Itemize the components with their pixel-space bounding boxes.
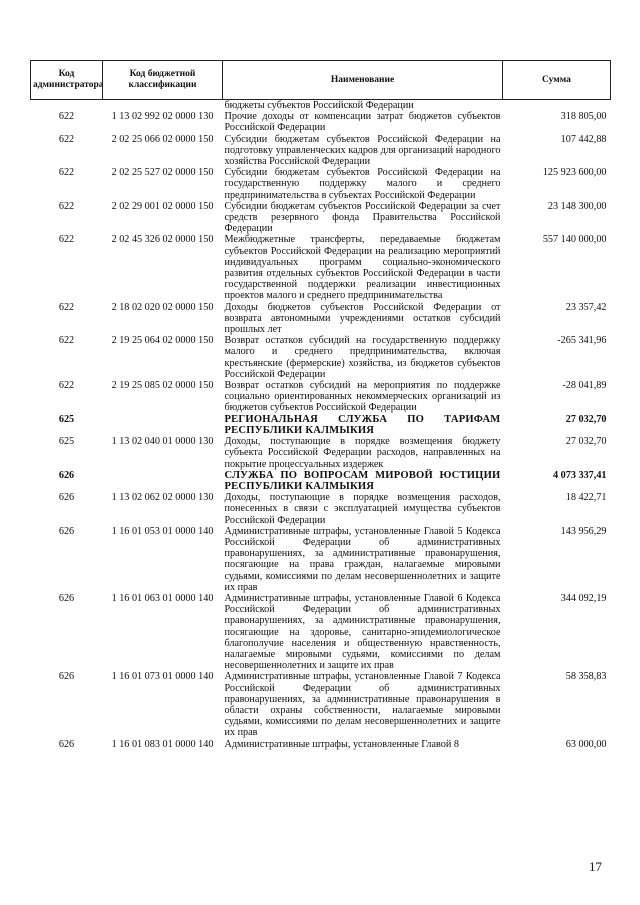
cell-code: 1 16 01 073 01 0000 140	[111, 671, 214, 683]
cell-code: 2 02 25 527 02 0000 150	[111, 167, 214, 179]
table-row	[31, 526, 611, 593]
cell-admin: 625	[58, 413, 75, 425]
cell-sum: -265 341,96	[557, 335, 607, 347]
cell-sum: 318 805,00	[560, 111, 607, 123]
cell-admin: 626	[58, 492, 75, 504]
cell-admin: 622	[58, 380, 75, 392]
table-row	[31, 593, 611, 671]
cell-name: Прочие доходы от компенсации затрат бюджетов субъектов Российской Федерации	[224, 111, 501, 134]
cell-name: Субсидии бюджетам субъектов Российской Федерации за счет средств резервного фонда Правительства Российской Федерации	[224, 200, 501, 235]
cell-admin: 622	[58, 111, 75, 123]
column-header-name: Наименование	[223, 61, 503, 100]
cell-sum: 344 092,19	[560, 592, 607, 604]
table-row	[31, 335, 611, 380]
cell-code: 1 13 02 992 02 0000 130	[111, 111, 214, 123]
cell-code: 1 16 01 063 01 0000 140	[111, 592, 214, 604]
table-row	[31, 234, 611, 301]
cell-sum	[503, 100, 611, 112]
cell-sum: 63 000,00	[565, 738, 607, 750]
column-header-sum: Сумма	[503, 61, 611, 100]
table-header-row	[31, 61, 611, 100]
cell-sum: 23 357,42	[565, 301, 607, 313]
cell-code	[103, 414, 223, 436]
table-row	[31, 302, 611, 336]
table-row	[31, 167, 611, 201]
table-row	[31, 201, 611, 235]
cell-sum: 107 442,88	[560, 133, 607, 145]
cell-sum: 4 073 337,41	[553, 469, 607, 481]
cell-name: Субсидии бюджетам субъектов Российской Федерации на подготовку управленческих кадров для организаций народного хозяйства Российской Федерации	[224, 133, 501, 168]
cell-sum: 27 032,70	[565, 436, 607, 448]
column-header-admin: Код администратора	[31, 61, 103, 100]
cell-sum: 58 358,83	[565, 671, 607, 683]
cell-name: Административные штрафы, установленные Главой 7 Кодекса Российской Федерации об административных правонарушениях, за административные правонарушения в области охраны собственности, налагаемые мировыми судьями, комиссиями по делам несовершеннолетних и защите их прав	[224, 671, 501, 739]
cell-name: СЛУЖБА ПО ВОПРОСАМ МИРОВОЙ ЮСТИЦИИ РЕСПУБЛИКИ КАЛМЫКИЯ	[224, 469, 501, 492]
budget-table-page	[30, 60, 610, 750]
cell-admin: 626	[58, 671, 75, 683]
column-header-code: Код бюджетной классификации	[103, 61, 223, 100]
table-section-row	[31, 470, 611, 492]
cell-sum: -28 041,89	[562, 380, 607, 392]
table-row	[31, 380, 611, 414]
table-row	[31, 134, 611, 168]
cell-sum: 27 032,70	[565, 413, 607, 425]
cell-code	[103, 100, 223, 112]
cell-name: Доходы, поступающие в порядке возмещения бюджету субъекта Российской Федерации расходов, направленных на покрытие процессуальных издержек	[224, 436, 501, 470]
cell-name: бюджеты субъектов Российской Федерации	[224, 100, 414, 111]
cell-name: Возврат остатков субсидий на государственную поддержку малого и среднего предпринимательства, включая крестьянские (фермерские) хозяйства, из бюджетов субъектов Российской Федерации	[224, 335, 501, 380]
cell-code: 1 13 02 062 02 0000 130	[111, 492, 214, 504]
cell-name: Административные штрафы, установленные Главой 5 Кодекса Российской Федерации об административных правонарушениях, за административные правонарушения, посягающие на права граждан, налагаемые мировыми судьями, комиссиями по делам несовершеннолетних и защите их прав	[224, 525, 501, 593]
cell-code: 2 02 29 001 02 0000 150	[111, 200, 214, 212]
table-row	[31, 100, 611, 112]
cell-admin: 622	[58, 200, 75, 212]
cell-code: 2 02 45 326 02 0000 150	[111, 234, 214, 246]
cell-admin: 626	[58, 469, 75, 481]
cell-name: Возврат остатков субсидий на мероприятия по поддержке социально ориентированных некоммерческих организаций из бюджетов субъектов Российской Федерации	[224, 380, 501, 414]
cell-admin: 626	[58, 592, 75, 604]
cell-code: 1 16 01 053 01 0000 140	[111, 525, 214, 537]
cell-admin: 622	[58, 301, 75, 313]
cell-sum: 125 923 600,00	[542, 167, 607, 179]
cell-sum: 557 140 000,00	[542, 234, 607, 246]
cell-name: Административные штрафы, установленные Главой 6 Кодекса Российской Федерации об административных правонарушениях, за административные правонарушения, посягающие на здоровье, санитарно-эпидемиологическое благополучие населения и общественную нравственность, налагаемые мировыми судьями, комиссиями по делам несовершеннолетних и защите их прав	[224, 592, 501, 672]
cell-admin: 622	[58, 234, 75, 246]
cell-code: 1 16 01 083 01 0000 140	[111, 738, 214, 750]
cell-admin: 622	[58, 335, 75, 347]
table-body	[31, 100, 611, 750]
table-row	[31, 436, 611, 470]
cell-code	[103, 470, 223, 492]
cell-admin: 625	[58, 436, 75, 448]
cell-name: Межбюджетные трансферты, передаваемые бюджетам субъектов Российской Федерации на реализацию мероприятий индивидуальных программ социально-экономического развития отдельных субъектов Российской Федерации в части государственной поддержки реализации инвестиционных проектов малого и среднего предпринимательства	[224, 234, 501, 302]
page-number: 17	[589, 859, 602, 874]
table-section-row	[31, 414, 611, 436]
cell-sum: 18 422,71	[565, 492, 607, 504]
cell-name: Доходы бюджетов субъектов Российской Федерации от возврата автономными учреждениями остатков субсидий прошлых лет	[224, 301, 501, 336]
table-row	[31, 492, 611, 526]
cell-name: Субсидии бюджетам субъектов Российской Федерации на государственную поддержку малого и среднего предпринимательства в субъектах Российской Федерации	[224, 167, 501, 201]
cell-code: 2 19 25 085 02 0000 150	[111, 380, 214, 392]
table-row	[31, 739, 611, 750]
cell-admin	[31, 100, 103, 112]
cell-code: 2 02 25 066 02 0000 150	[111, 133, 214, 145]
cell-admin: 622	[58, 167, 75, 179]
budget-table	[30, 60, 611, 750]
cell-admin: 626	[58, 525, 75, 537]
cell-admin: 622	[58, 133, 75, 145]
cell-code: 1 13 02 040 01 0000 130	[111, 436, 214, 448]
cell-sum: 23 148 300,00	[547, 200, 607, 212]
cell-code: 2 18 02 020 02 0000 150	[111, 301, 214, 313]
cell-name: Административные штрафы, установленные Главой 8	[224, 738, 459, 750]
cell-code: 2 19 25 064 02 0000 150	[111, 335, 214, 347]
cell-admin: 626	[58, 738, 75, 750]
cell-sum: 143 956,29	[560, 525, 607, 537]
table-row	[31, 111, 611, 133]
table-row	[31, 671, 611, 738]
cell-name: РЕГИОНАЛЬНАЯ СЛУЖБА ПО ТАРИФАМ РЕСПУБЛИКИ КАЛМЫКИЯ	[224, 413, 501, 436]
cell-name: Доходы, поступающие в порядке возмещения расходов, понесенных в связи с эксплуатацией имущества субъектов Российской Федерации	[224, 492, 501, 526]
